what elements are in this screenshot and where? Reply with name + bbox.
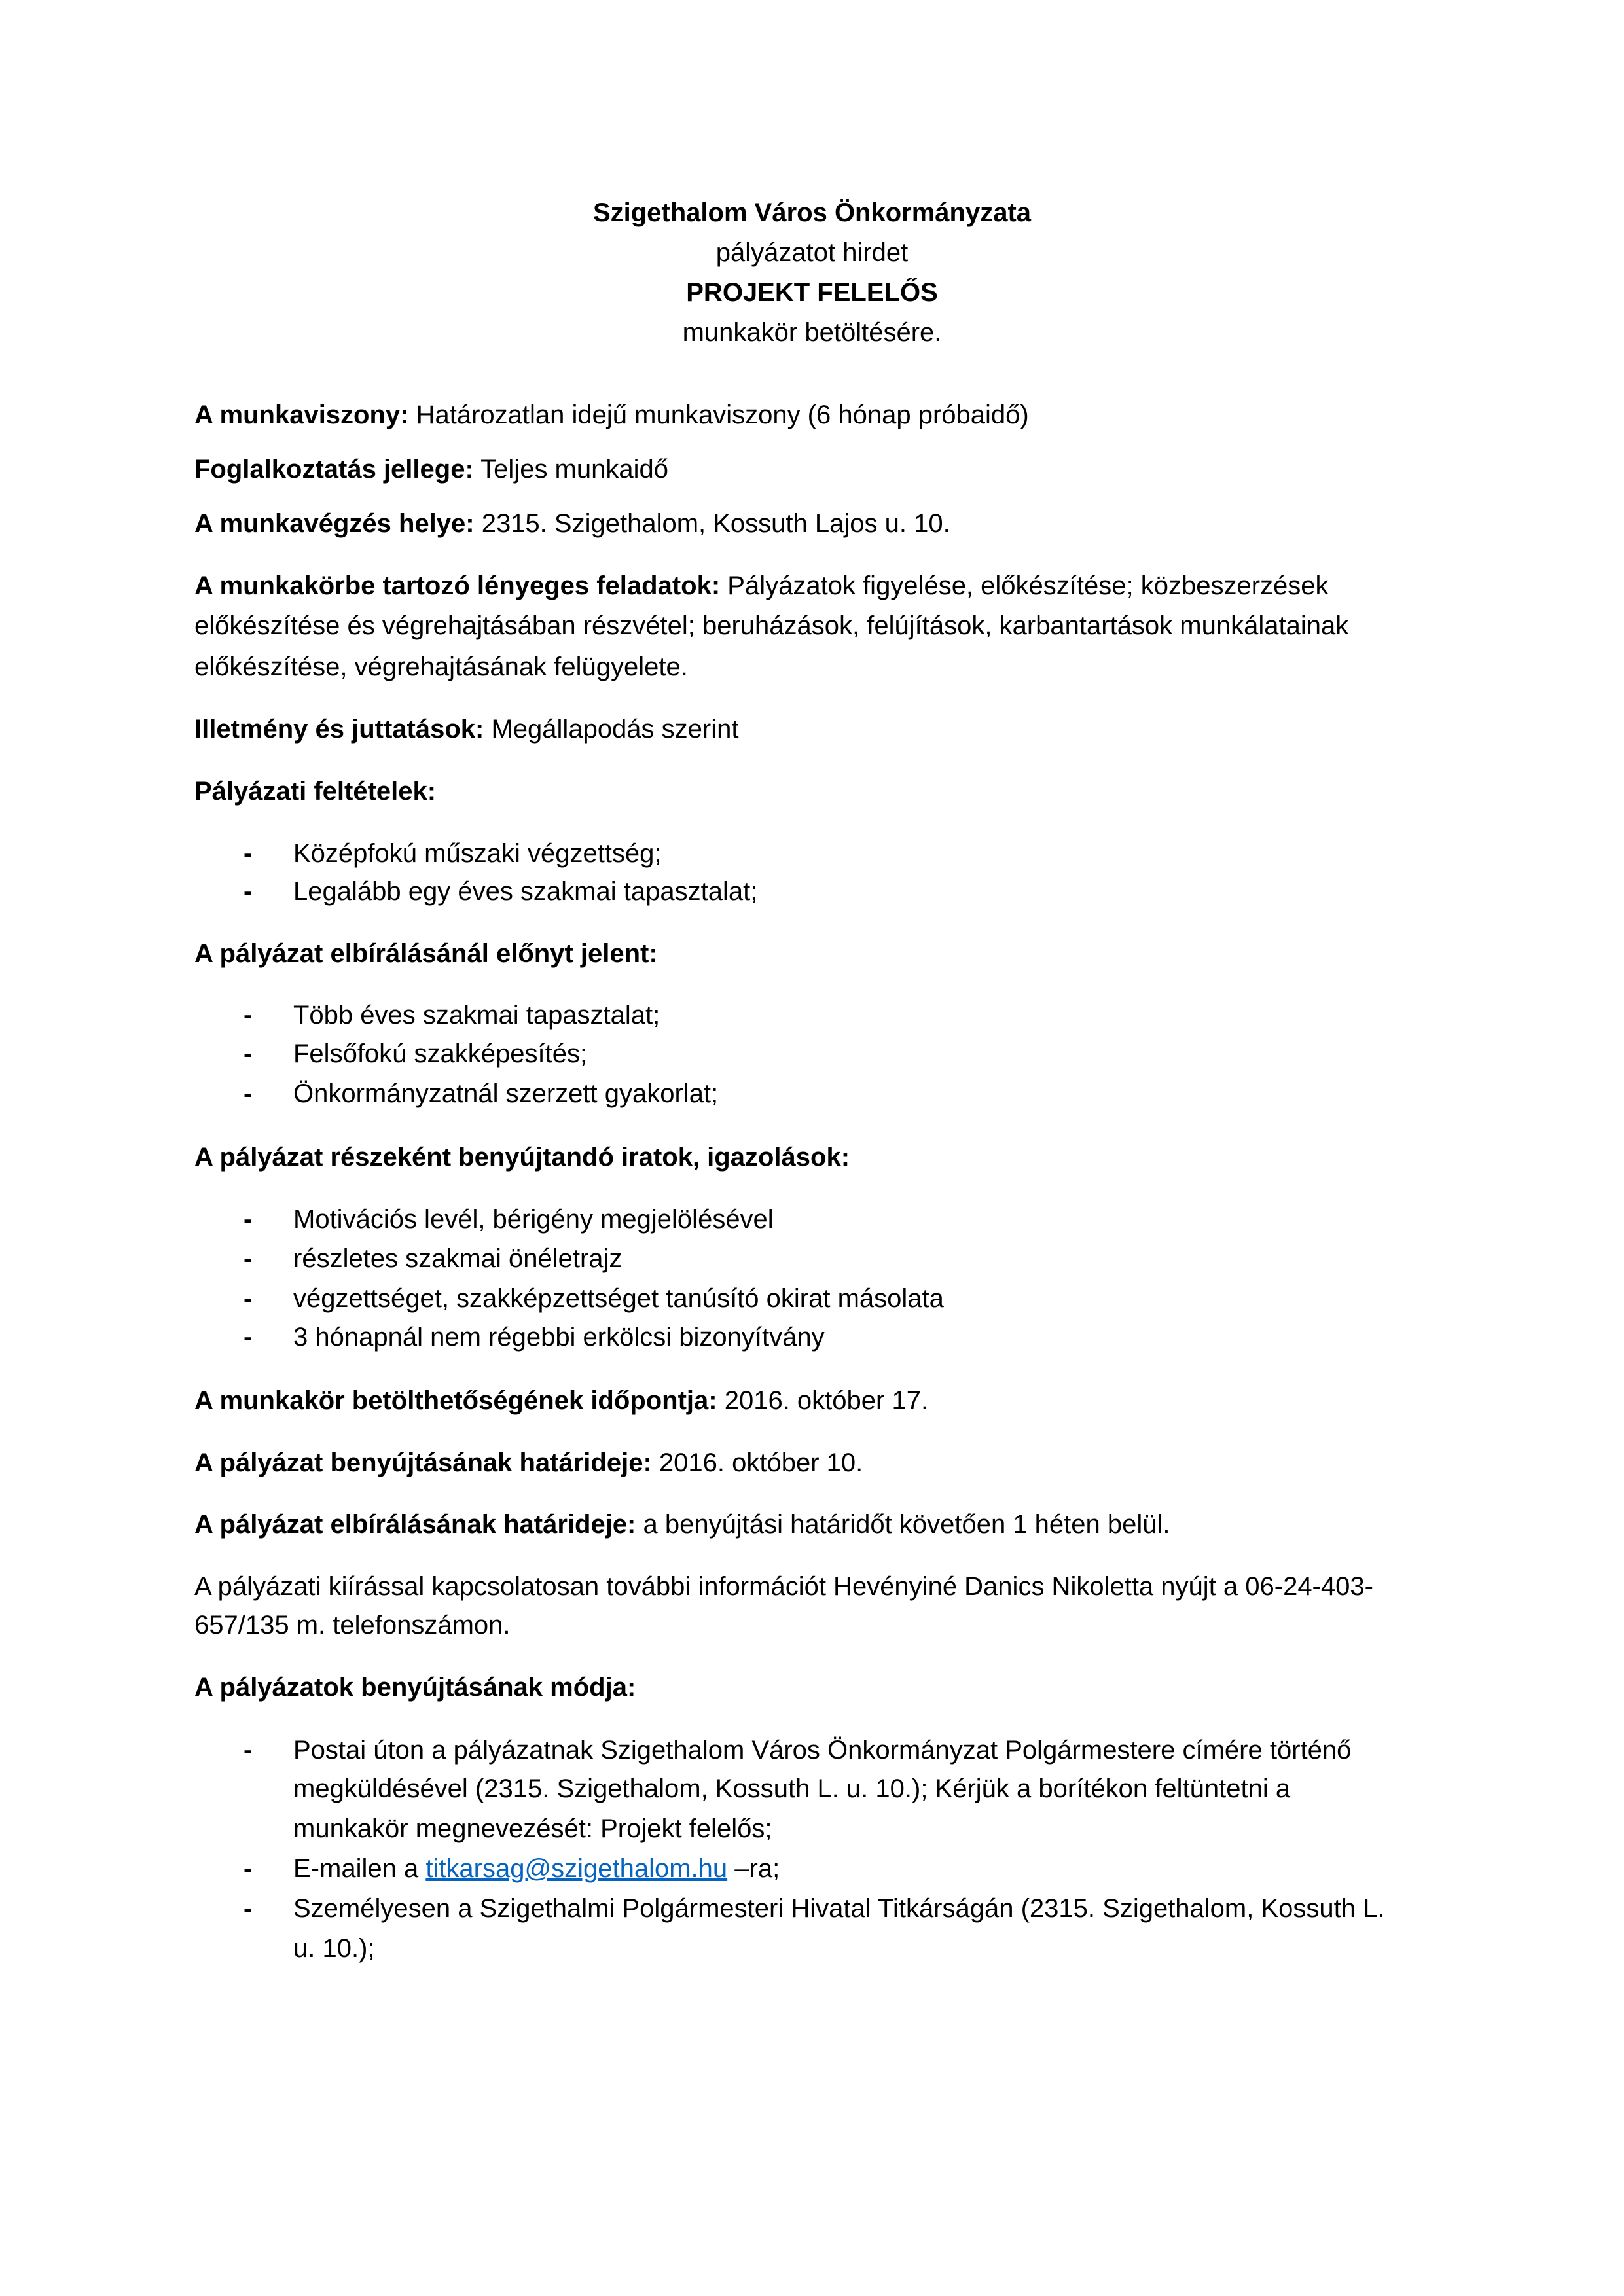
salary-value: Megállapodás szerint xyxy=(484,715,739,744)
work-type-label: Foglalkoztatás jellege: xyxy=(194,455,474,484)
start-date-value: 2016. október 17. xyxy=(717,1386,929,1415)
location-value: 2315. Szigethalom, Kossuth Lajos u. 10. xyxy=(474,509,950,538)
personal-line-2: u. 10.); xyxy=(293,1934,375,1963)
decision-deadline-field xyxy=(194,1508,1170,1541)
email-line xyxy=(293,1852,780,1885)
list-item-text: 3 hónapnál nem régebbi erkölcsi bizonyítvány xyxy=(293,1323,825,1352)
employment-field xyxy=(194,399,1029,431)
dash-bullet-icon: - xyxy=(244,1736,253,1765)
contact-line-1: A pályázati kiírással kapcsolatosan további információt Hevényiné Danics Nikoletta nyújt a 06-24-403- xyxy=(194,1572,1373,1601)
decision-deadline-value: a benyújtási határidőt követően 1 héten belül. xyxy=(636,1510,1170,1539)
start-date-label: A munkakör betölthetőségének időpontja: xyxy=(194,1386,717,1415)
dash-bullet-icon: - xyxy=(244,1284,253,1313)
post-line-2: megküldésével (2315. Szigethalom, Kossuth L. u. 10.); Kérjük a borítékon feltüntetni a xyxy=(293,1774,1291,1803)
announcement-line: pályázatot hirdet xyxy=(715,238,909,267)
work-type-field xyxy=(194,453,668,486)
email-prefix: E-mailen a xyxy=(293,1854,426,1883)
start-date-field xyxy=(194,1384,928,1417)
list-item-text: részletes szakmai önéletrajz xyxy=(293,1244,623,1273)
salary-field xyxy=(194,713,738,745)
list-item-text: végzettséget, szakképzettséget tanúsító okirat másolata xyxy=(293,1284,944,1313)
list-item-text: Középfokú műszaki végzettség; xyxy=(293,839,662,868)
tasks-line-2: előkészítése és végrehajtásában részvétel; beruházások, felújítások, karbantartások munkálatainak xyxy=(194,611,1349,640)
purpose-line: munkakör betöltésére. xyxy=(682,318,942,347)
dash-bullet-icon: - xyxy=(244,1205,253,1234)
post-line-1: Postai úton a pályázatnak Szigethalom Város Önkormányzat Polgármestere címére történő xyxy=(293,1736,1352,1765)
tasks-line-3: előkészítése, végrehajtásának felügyelete. xyxy=(194,653,688,681)
tasks-line-1: Pályázatok figyelése, előkészítése; közbeszerzések xyxy=(720,571,1329,600)
advantages-heading: A pályázat elbírálásánál előnyt jelent: xyxy=(194,939,658,968)
list-item-text: Több éves szakmai tapasztalat; xyxy=(293,1001,660,1030)
dash-bullet-icon: - xyxy=(244,877,253,906)
dash-bullet-icon: - xyxy=(244,1323,253,1352)
location-field xyxy=(194,507,950,540)
dash-bullet-icon: - xyxy=(244,1039,253,1068)
employment-label: A munkaviszony: xyxy=(194,401,409,429)
dash-bullet-icon: - xyxy=(244,839,253,868)
deadline-label: A pályázat benyújtásának határideje: xyxy=(194,1448,652,1477)
deadline-value: 2016. október 10. xyxy=(651,1448,863,1477)
submission-heading: A pályázatok benyújtásának módja: xyxy=(194,1673,636,1702)
email-link[interactable]: titkarsag@szigethalom.hu xyxy=(425,1854,728,1883)
dash-bullet-icon: - xyxy=(244,1244,253,1273)
work-type-value: Teljes munkaidő xyxy=(473,455,668,484)
list-item-text: Motivációs levél, bérigény megjelölésével xyxy=(293,1205,774,1234)
list-item-text: Legalább egy éves szakmai tapasztalat; xyxy=(293,877,758,906)
employment-value: Határozatlan idejű munkaviszony (6 hónap próbaidő) xyxy=(408,401,1029,429)
decision-deadline-label: A pályázat elbírálásának határideje: xyxy=(194,1510,636,1539)
organization-title: Szigethalom Város Önkormányzata xyxy=(592,198,1032,227)
email-suffix: –ra; xyxy=(727,1854,780,1883)
post-line-3: munkakör megnevezését: Projekt felelős; xyxy=(293,1814,772,1843)
contact-line-2: 657/135 m. telefonszámon. xyxy=(194,1611,511,1640)
salary-label: Illetmény és juttatások: xyxy=(194,715,484,744)
documents-heading: A pályázat részeként benyújtandó iratok, igazolások: xyxy=(194,1143,850,1172)
deadline-field xyxy=(194,1446,863,1479)
dash-bullet-icon: - xyxy=(244,1079,253,1108)
requirements-heading: Pályázati feltételek: xyxy=(194,777,437,806)
list-item-text: Önkormányzatnál szerzett gyakorlat; xyxy=(293,1079,719,1108)
personal-line-1: Személyesen a Szigethalmi Polgármesteri Hivatal Titkárságán (2315. Szigethalom, Kossuth L. xyxy=(293,1894,1385,1923)
dash-bullet-icon: - xyxy=(244,1001,253,1030)
dash-bullet-icon: - xyxy=(244,1854,253,1883)
location-label: A munkavégzés helye: xyxy=(194,509,475,538)
tasks-label: A munkakörbe tartozó lényeges feladatok: xyxy=(194,571,721,600)
dash-bullet-icon: - xyxy=(244,1894,253,1923)
list-item-text: Felsőfokú szakképesítés; xyxy=(293,1039,588,1068)
position-title: PROJEKT FELELŐS xyxy=(686,278,938,307)
